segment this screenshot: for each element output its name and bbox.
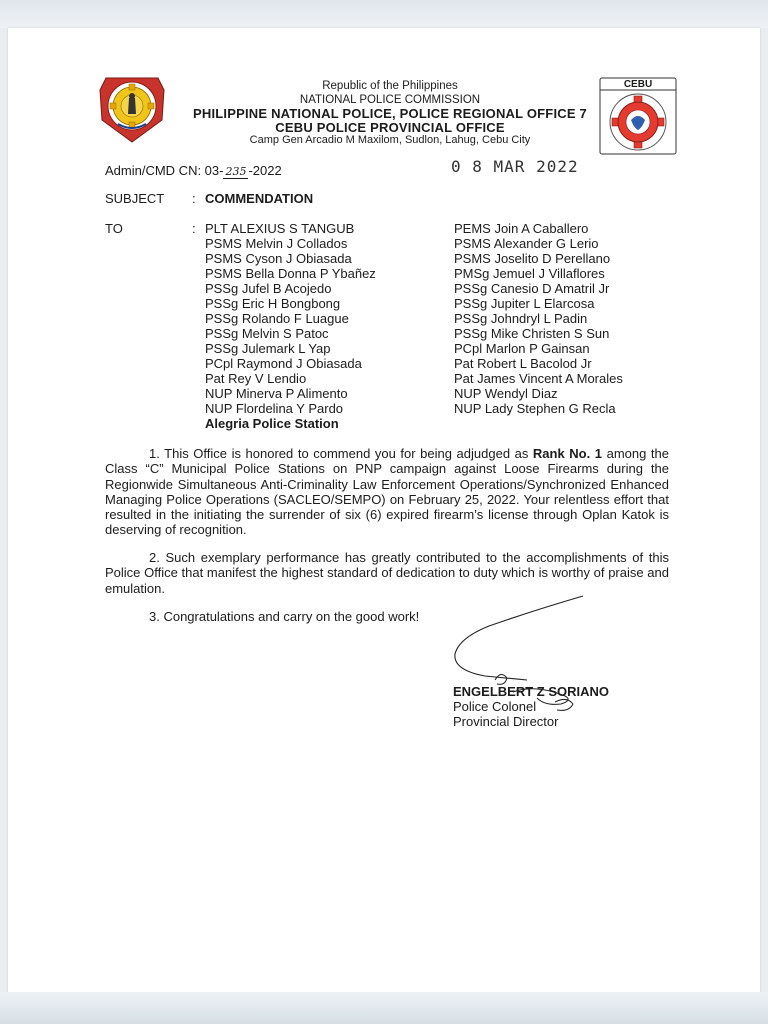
addressee: PSSg Jupiter L Elarcosa [454,296,595,311]
addressee-list-left [205,221,376,431]
addressee: Pat James Vincent A Morales [454,371,623,386]
signatory-name: ENGELBERT Z SORIANO [453,684,610,699]
addressee: PLT ALEXIUS S TANGUB [205,221,355,236]
scan-bottom-band [0,992,768,1024]
addressee: Pat Robert L Bacolod Jr [454,356,592,371]
pnp-pro7-line: PHILIPPINE NATIONAL POLICE, POLICE REGIONAL OFFICE 7 [193,106,587,121]
control-number-handwritten: 235 [225,165,247,178]
cebu-ppo-line: CEBU POLICE PROVINCIAL OFFICE [275,119,505,135]
date-stamp: 0 8 MAR 2022 [451,157,579,176]
addressee: PSSg Jufel B Acojedo [205,281,332,296]
paragraph-3: 3. Congratulations and carry on the good work! [149,609,420,624]
control-number-prefix: Admin/CMD CN: 03- [105,163,224,178]
napolcom-line: NATIONAL POLICE COMMISSION [299,93,481,106]
signatory-rank: Police Colonel [453,699,537,714]
station-name: Alegria Police Station [205,416,339,431]
to-colon: : [192,221,196,236]
addressee: PSMS Cyson J Obiasada [205,251,352,266]
addressee: PSMS Joselito D Perellano [454,251,611,266]
addressee: PEMS Join A Caballero [454,221,589,236]
address-line: Camp Gen Arcadio M Maxilom, Sudlon, Lahug, Cebu City [249,134,531,146]
addressee: NUP Flordelina Y Pardo [205,401,344,416]
republic-line: Republic of the Philippines [322,80,458,92]
addressee: PSSg Rolando F Luague [205,311,349,326]
addressee: PSSg Eric H Bongbong [205,296,341,311]
addressee: NUP Minerva P Alimento [205,386,348,401]
subject-colon: : [192,191,196,206]
paragraph-2: 2. Such exemplary performance has greatly contributed to the accomplishments of this Police Office that manifest the highest standard of dedication to duty which is worthy of praise and emulation. [105,550,669,596]
addressee: NUP Wendyl Diaz [454,386,558,401]
addressee: PMSg Jemuel J Villaflores [454,266,605,281]
control-number [105,163,282,178]
addressee: PSSg Canesio D Amatril Jr [454,281,610,296]
subject-label: SUBJECT [105,191,165,206]
to-label: TO [105,221,123,236]
addressee: PSMS Bella Donna P Ybañez [205,266,376,281]
addressee: PSSg Johndryl L Padin [454,311,588,326]
addressee: NUP Lady Stephen G Recla [454,401,616,416]
paragraph-1-text-b: among the Class “C” Municipal Police Stations on PNP campaign against Loose Firearms during the Regionwide Simultaneous Anti-Criminality Law Enforcement Operations/Synchronized Enhanced Managing Police Operations (SACLEO/SEMPO) on February 25, 2022. Your relentless effort that resulted in the initiating the surrender of six (6) expired firearm’s license through Oplan Katok is deserving of recognition. [105,446,669,538]
cebu-seal-top-text: CEBU [623,79,653,90]
addressee: PSSg Mike Christen S Sun [454,326,610,341]
control-number-suffix: -2022 [248,163,282,178]
pnp-seal-icon [96,70,168,146]
addressee: PSSg Julemark L Yap [205,341,331,356]
paragraph-1-text-a: 1. This Office is honored to commend you for being adjudged as [149,446,533,461]
addressee: PSSg Melvin S Patoc [205,326,329,341]
addressee: PCpl Raymond J Obiasada [205,356,362,371]
addressee: PSMS Melvin J Collados [205,236,348,251]
paragraph-1-rank: Rank No. 1 [532,446,603,461]
addressee-list-right [454,221,623,416]
scan-top-band [0,0,768,28]
letterhead [160,80,620,148]
signatory-position: Provincial Director [453,714,559,729]
addressee: PSMS Alexander G Lerio [454,236,599,251]
signatory-block [453,684,609,729]
paragraph-1 [105,446,669,538]
subject-value: COMMENDATION [205,191,314,206]
addressee: Pat Rey V Lendio [205,371,307,386]
addressee: PCpl Marlon P Gainsan [454,341,590,356]
